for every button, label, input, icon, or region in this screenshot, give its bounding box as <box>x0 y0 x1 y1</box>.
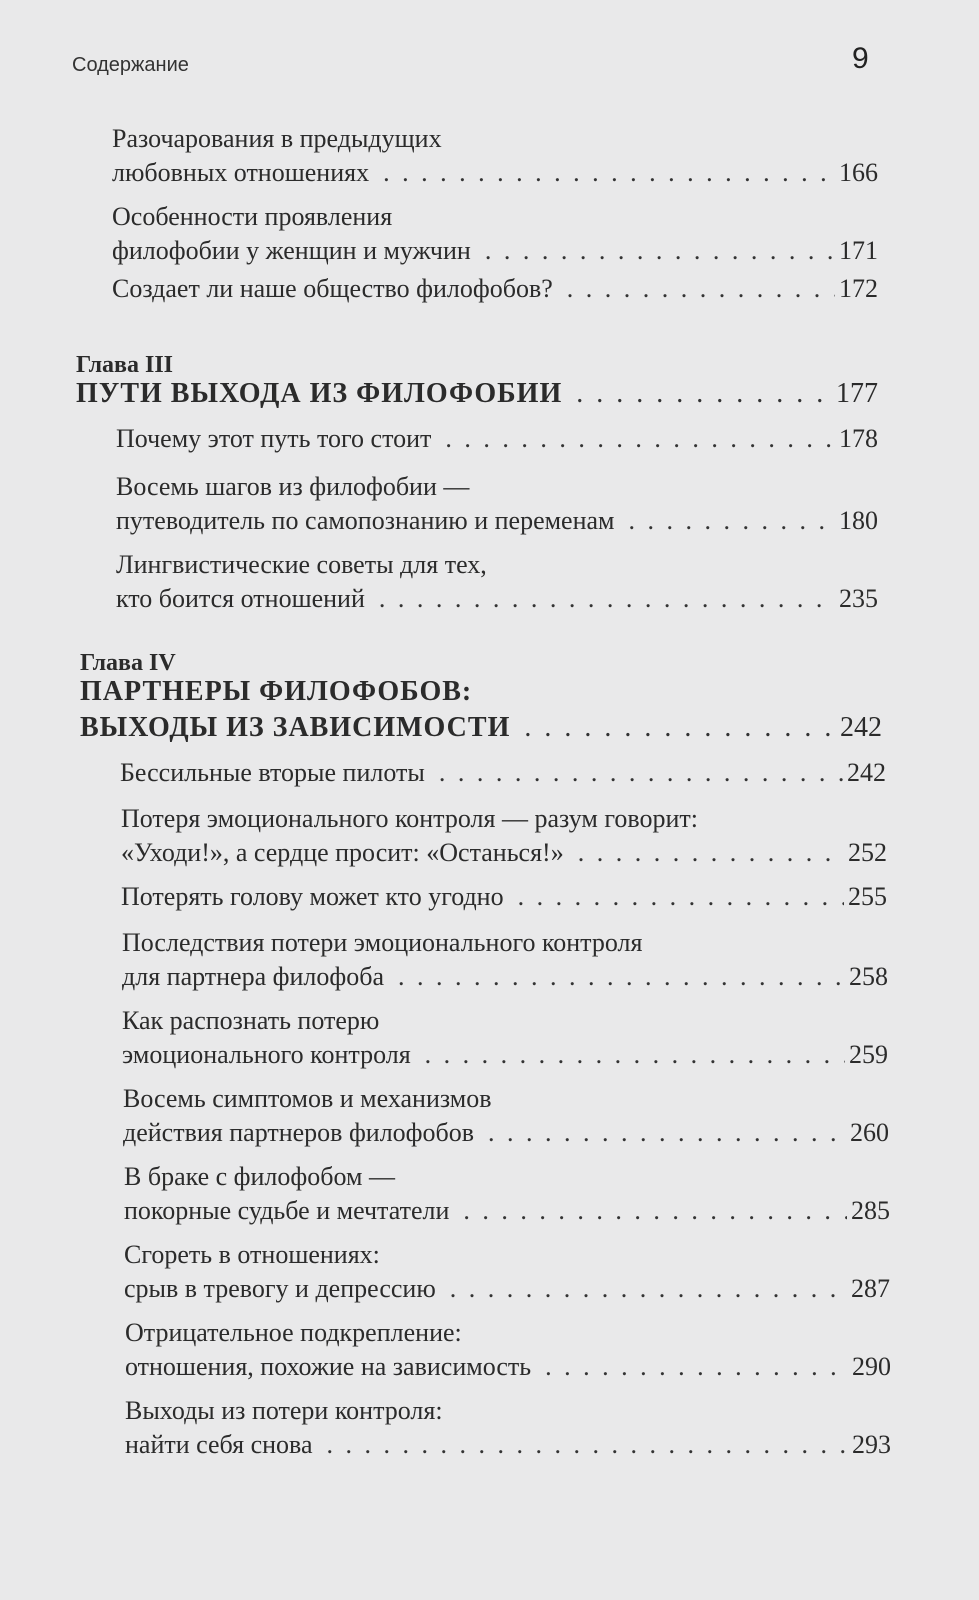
entry-title-line: кто боится отношений <box>116 584 365 613</box>
entry-title-line: филофобии у женщин и мужчин <box>112 236 471 265</box>
entry-title-line: Разочарования в предыдущих <box>112 124 442 153</box>
entry-title-line: Последствия потери эмоционального контроля <box>122 928 643 957</box>
toc-entry <box>112 200 878 268</box>
entry-page-number: 180 <box>839 506 878 535</box>
entry-title-line: Потеря эмоционального контроля — разум говорит: <box>121 804 698 833</box>
entry-title-line: Бессильные вторые пилоты <box>120 758 425 787</box>
entry-title-line: для партнера филофоба <box>122 962 384 991</box>
toc-entry <box>122 1004 888 1072</box>
dot-leader <box>379 582 835 616</box>
entry-title-line: ПАРТНЕРЫ ФИЛОФОБОВ: <box>80 676 473 707</box>
entry-title-line: эмоционального контроля <box>122 1040 411 1069</box>
entry-title-line: Потерять голову может кто угодно <box>121 882 504 911</box>
entry-page-number: 235 <box>839 584 878 613</box>
dot-leader <box>463 1194 847 1228</box>
toc-entry <box>121 802 887 870</box>
dot-leader <box>398 960 845 994</box>
entry-title-line: Создает ли наше общество филофобов? <box>112 274 553 303</box>
entry-page-number: 172 <box>839 274 878 303</box>
toc-entry <box>125 1394 891 1462</box>
toc-entry <box>123 1082 889 1150</box>
entry-page-number: 178 <box>839 424 878 453</box>
entry-title-line: «Уходи!», а сердце просит: «Останься!» <box>121 838 564 867</box>
entry-page-number: 285 <box>851 1196 890 1225</box>
entry-title-line: В браке с филофобом — <box>124 1162 395 1191</box>
dot-leader <box>439 756 843 790</box>
dot-leader <box>450 1272 847 1306</box>
entry-page-number: 260 <box>850 1118 889 1147</box>
toc-entry <box>124 1160 890 1228</box>
toc-entry <box>116 548 878 616</box>
dot-leader <box>425 1038 845 1072</box>
entry-page-number: 177 <box>836 378 878 409</box>
dot-leader <box>524 710 836 746</box>
entry-page-number: 258 <box>849 962 888 991</box>
dot-leader <box>567 272 835 306</box>
entry-title-line: ПУТИ ВЫХОДА ИЗ ФИЛОФОБИИ <box>76 378 563 409</box>
entry-title-line: Отрицательное подкрепление: <box>125 1318 462 1347</box>
entry-page-number: 166 <box>839 158 878 187</box>
chapter-label: Глава III <box>76 352 174 378</box>
chapter-label: Глава IV <box>80 650 176 676</box>
entry-title-line: Восемь симптомов и механизмов <box>123 1084 492 1113</box>
entry-title-line: любовных отношениях <box>112 158 370 187</box>
entry-page-number: 287 <box>851 1274 890 1303</box>
entry-title-line: путеводитель по самопознанию и переменам <box>116 506 615 535</box>
entry-page-number: 242 <box>847 758 886 787</box>
entry-title-line: Выходы из потери контроля: <box>125 1396 443 1425</box>
toc-entry <box>121 880 887 914</box>
entry-page-number: 259 <box>849 1040 888 1069</box>
toc-entry <box>116 422 878 456</box>
toc-entry <box>125 1316 891 1384</box>
toc-entry <box>112 272 878 306</box>
chapter-title <box>80 674 882 746</box>
entry-title-line: Как распознать потерю <box>122 1006 380 1035</box>
dot-leader <box>383 156 835 190</box>
page-number: 9 <box>852 42 869 75</box>
dot-leader <box>488 1116 846 1150</box>
toc-entry <box>112 122 878 190</box>
toc-entry <box>120 756 886 790</box>
toc-entry <box>122 926 888 994</box>
entry-title-line: Лингвистические советы для тех, <box>116 550 487 579</box>
dot-leader <box>518 880 844 914</box>
entry-page-number: 242 <box>840 712 882 743</box>
entry-title-line: действия партнеров филофобов <box>123 1118 475 1147</box>
entry-page-number: 171 <box>839 236 878 265</box>
entry-title-line: Восемь шагов из филофобии — <box>116 472 470 501</box>
entry-page-number: 290 <box>852 1352 891 1381</box>
toc-entry <box>124 1238 890 1306</box>
running-title: Содержание <box>72 54 189 76</box>
entry-title-line: Сгореть в отношениях: <box>124 1240 380 1269</box>
entry-title-line: найти себя снова <box>125 1430 313 1459</box>
entry-title-line: Особенности проявления <box>112 202 393 231</box>
dot-leader <box>576 376 832 412</box>
chapter-title <box>76 376 878 412</box>
dot-leader <box>327 1428 848 1462</box>
dot-leader <box>485 234 835 268</box>
entry-title-line: срыв в тревогу и депрессию <box>124 1274 436 1303</box>
dot-leader <box>445 422 835 456</box>
entry-title-line: покорные судьбе и мечтатели <box>124 1196 450 1225</box>
entry-page-number: 252 <box>848 838 887 867</box>
entry-title-line: ВЫХОДЫ ИЗ ЗАВИСИМОСТИ <box>80 712 511 743</box>
entry-page-number: 293 <box>852 1430 891 1459</box>
entry-title-line: Почему этот путь того стоит <box>116 424 432 453</box>
entry-page-number: 255 <box>848 882 887 911</box>
dot-leader <box>545 1350 848 1384</box>
dot-leader <box>578 836 844 870</box>
toc-entry <box>116 470 878 538</box>
entry-title-line: отношения, похожие на зависимость <box>125 1352 532 1381</box>
dot-leader <box>629 504 835 538</box>
